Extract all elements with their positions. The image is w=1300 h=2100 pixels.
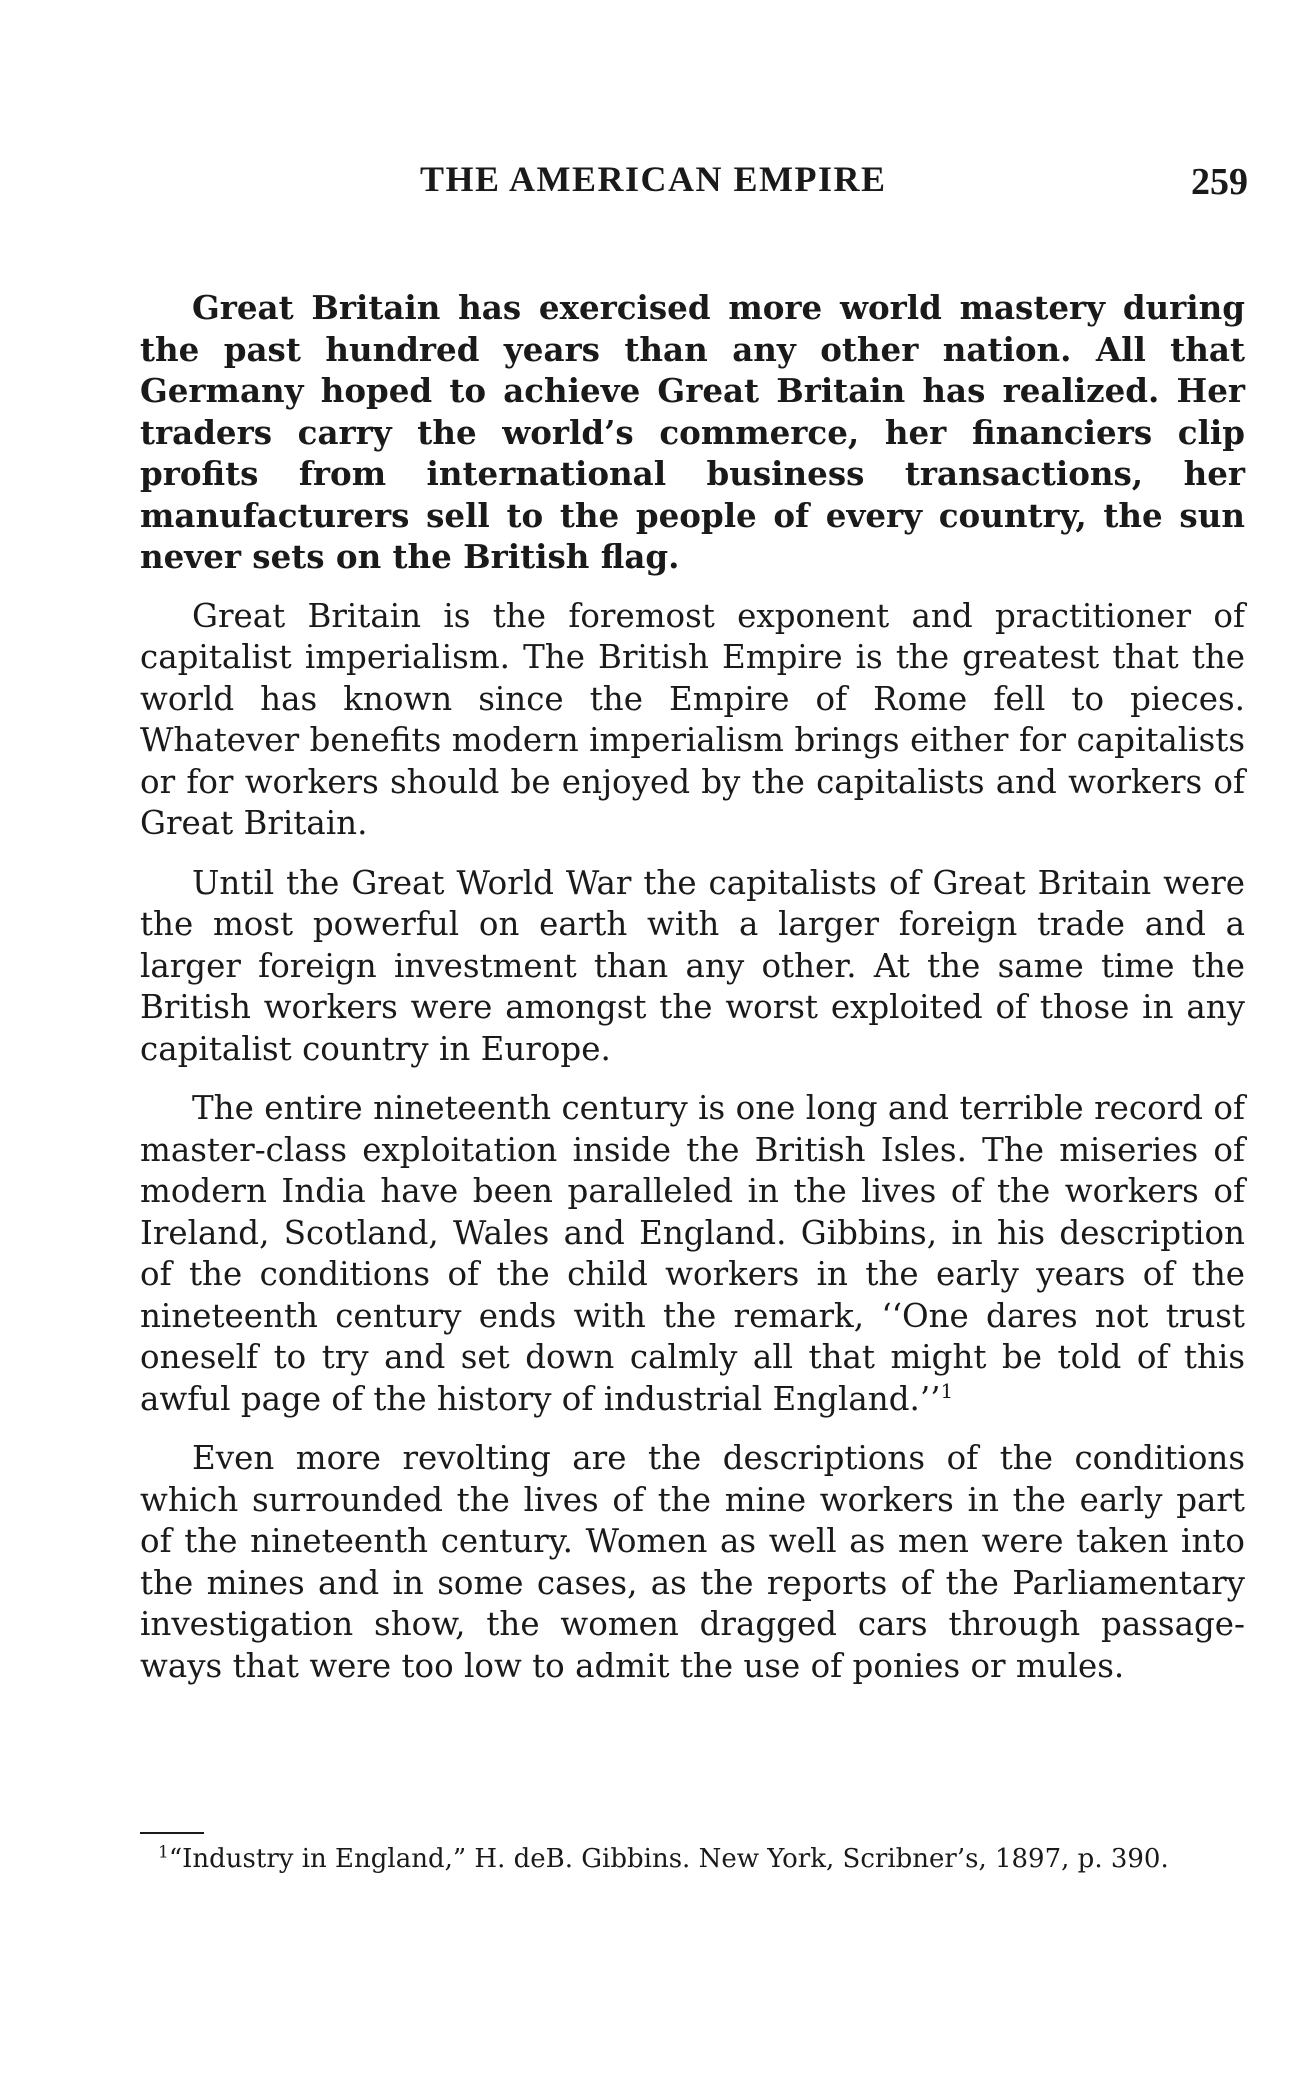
paragraph-1: Great Britain has exercised more world mastery during the past hundred years than any other nation. All that Germany hoped to achieve Great Britain has realized. Her traders carry the world’s commerce, her financiers clip profits from international business transactions, her manufacturers sell to the people of every country, the sun never sets on the British flag. bbox=[140, 288, 1245, 576]
paragraph-4-text: The entire nineteenth century is one long and terrible record of master-class exploitation inside the British Isles. The miseries of modern India have been paralleled in the lives of the workers of Ireland, Scotland, Wales and England. Gibbins, in his description of the conditions of the child workers in the early years of the nineteenth century ends with the remark, ‘‘One dares not trust oneself to try and set down calmly all that might be told of this awful page of the history of industrial England.’’ bbox=[140, 1089, 1245, 1418]
paragraph-4 bbox=[140, 1088, 1245, 1420]
page-number: 259 bbox=[1191, 161, 1248, 203]
body-text bbox=[140, 287, 1245, 1705]
paragraph-2: Great Britain is the foremost exponent and practitioner of capitalist imperialism. The British Empire is the greatest that the world has known since the Empire of Rome fell to pieces. Whatever benefits modern imperialism brings either for capitalists or for workers should be enjoyed by the capitalists and workers of Great Britain. bbox=[140, 596, 1245, 842]
footnote-text: “Industry in England,” H. deB. Gibbins. New York, Scribner’s, 1897, p. 390. bbox=[168, 1844, 1169, 1874]
running-head: THE AMERICAN EMPIRE bbox=[420, 159, 887, 199]
footnote-reference: 1 bbox=[940, 1378, 954, 1403]
footnote-divider bbox=[140, 1832, 204, 1834]
paragraph-3: Until the Great World War the capitalists of Great Britain were the most powerful on earth with a larger foreign trade and a larger foreign investment than any other. At the same time the British workers were amongst the worst exploited of those in any capitalist country in Europe. bbox=[140, 863, 1245, 1068]
paragraph-5: Even more revolting are the descriptions of the conditions which surrounded the lives of the mine workers in the early part of the nineteenth century. Women as well as men were taken into the mines and in some cases, as the reports of the Parliamentary investigation show, the women dragged cars through passage-ways that were too low to admit the use of ponies or mules. bbox=[140, 1439, 1245, 1685]
footnote-marker: 1 bbox=[158, 1842, 169, 1863]
footnote bbox=[140, 1843, 1245, 1875]
